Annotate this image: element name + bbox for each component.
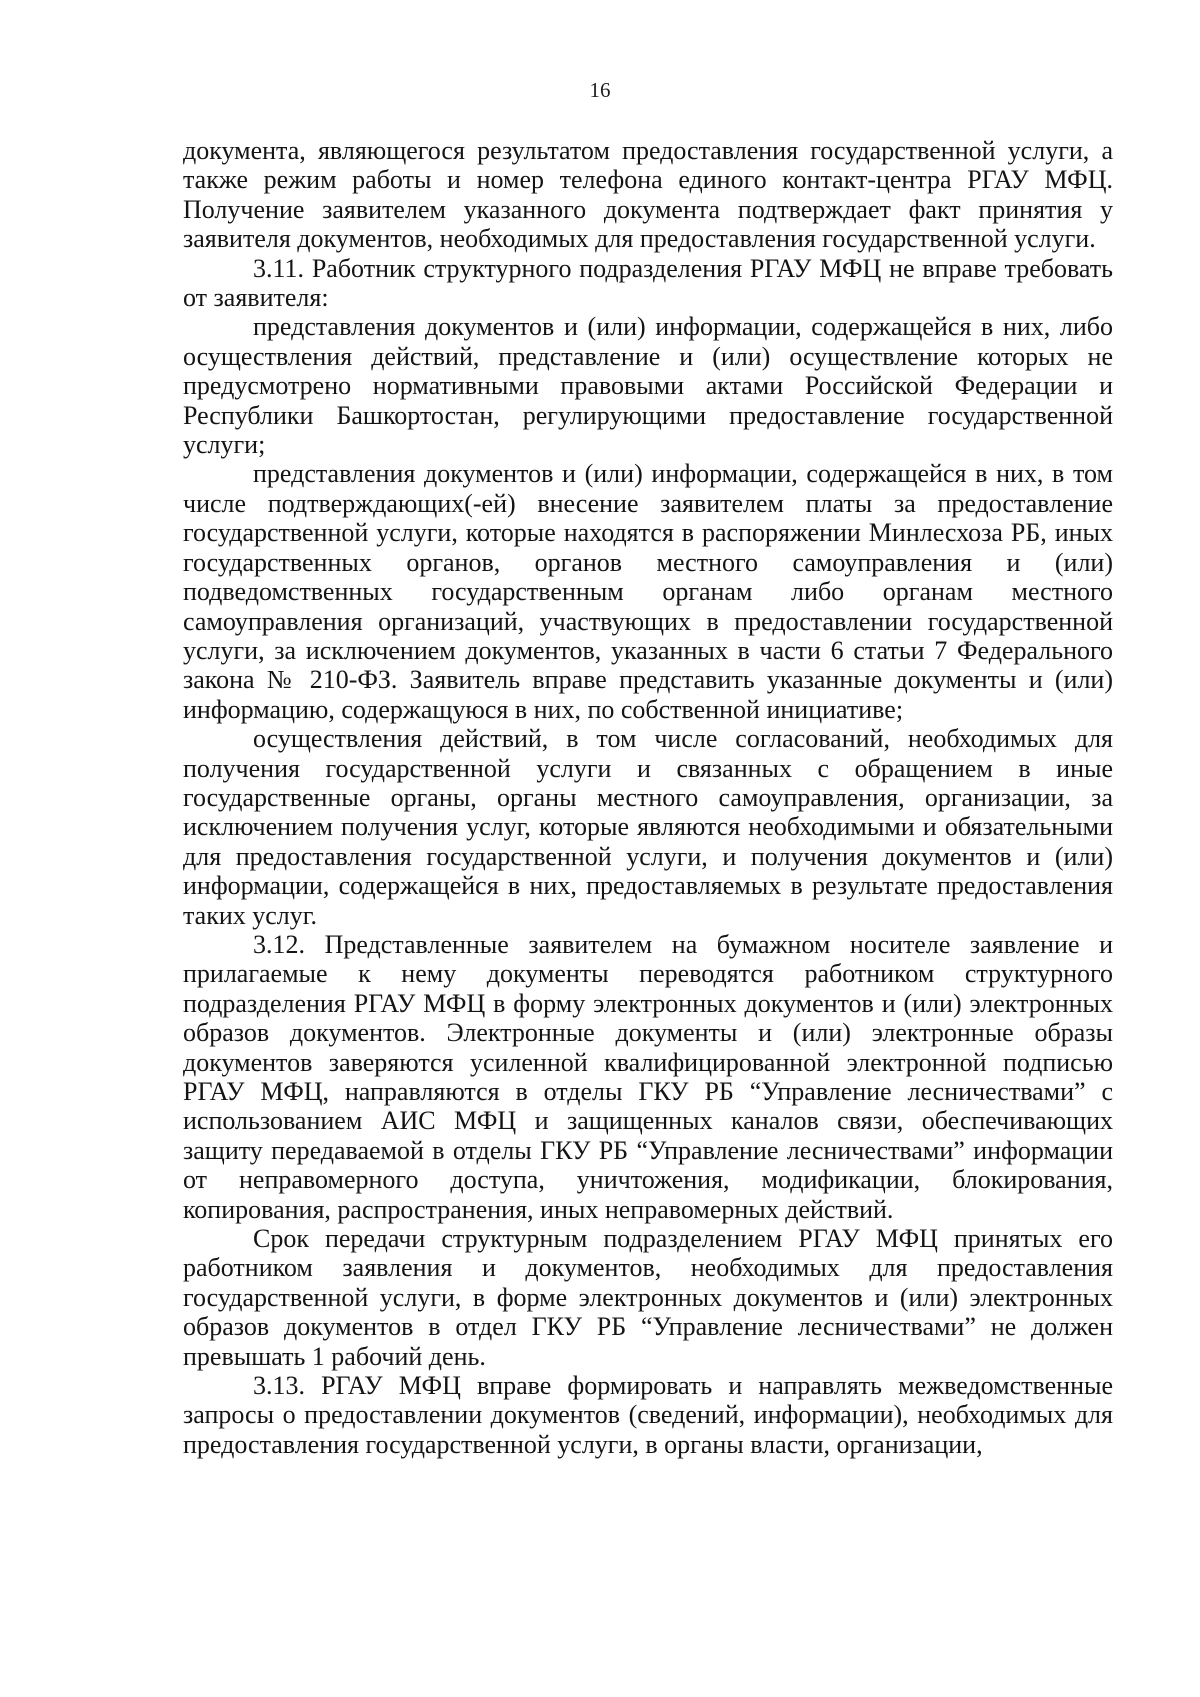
page-number: 16 bbox=[589, 78, 611, 102]
paragraph-item-actions: осуществления действий, в том числе согласований, необходимых для получения государственной услуги и связанных с обращением в иные государственные органы, органы местного самоуправления, организации, за исключением получения услуг, которые являются необходимыми и обязательными для предоставления государственной услуги, и получения документов и (или) информации, содержащейся в них, предоставляемых в результате предоставления таких услуг. bbox=[183, 724, 1113, 930]
paragraph-section-3-11: 3.11. Работник структурного подразделения РГАУ МФЦ не вправе требовать от заявителя: bbox=[183, 253, 1113, 313]
paragraph-item-documents-payment: представления документов и (или) информации, содержащейся в них, в том числе подтверждающих(-ей) внесение заявителем платы за предоставление государственной услуги, которые находятся в распоряжении Минлесхоза РБ, иных государственных органов, органов местного самоуправления и (или) подведомственных государственным органам либо органам местного самоуправления организаций, участвующих в предоставлении государственной услуги, за исключением документов, указанных в части 6 статьи 7 Федерального закона № 210-ФЗ. Заявитель вправе представить указанные документы и (или) информацию, содержащуюся в них, по собственной инициативе; bbox=[183, 459, 1113, 724]
document-body bbox=[183, 136, 1113, 1459]
paragraph-section-3-13: 3.13. РГАУ МФЦ вправе формировать и направлять межведомственные запросы о предоставлении документов (сведений, информации), необходимых для предоставления государственной услуги, в органы власти, организации, bbox=[183, 1371, 1113, 1459]
paragraph-continuation: документа, являющегося результатом предоставления государственной услуги, а также режим работы и номер телефона единого контакт-центра РГАУ МФЦ. Получение заявителем указанного документа подтверждает факт принятия у заявителя документов, необходимых для предоставления государственной услуги. bbox=[183, 136, 1113, 254]
paragraph-transfer-term: Срок передачи структурным подразделением РГАУ МФЦ принятых его работником заявления и документов, необходимых для предоставления государственной услуги, в форме электронных документов и (или) электронных образов документов в отдел ГКУ РБ “Управление лесничествами” не должен превышать 1 рабочий день. bbox=[183, 1224, 1113, 1371]
paragraph-item-documents: представления документов и (или) информации, содержащейся в них, либо осуществления действий, представление и (или) осуществление которых не предусмотрено нормативными правовыми актами Российской Федерации и Республики Башкортостан, регулирующими предоставление государственной услуги; bbox=[183, 312, 1113, 460]
paragraph-section-3-12: 3.12. Представленные заявителем на бумажном носителе заявление и прилагаемые к нему документы переводятся работником структурного подразделения РГАУ МФЦ в форму электронных документов и (или) электронных образов документов. Электронные документы и (или) электронные образы документов заверяются усиленной квалифицированной электронной подписью РГАУ МФЦ, направляются в отделы ГКУ РБ “Управление лесничествами” с использованием АИС МФЦ и защищенных каналов связи, обеспечивающих защиту передаваемой в отделы ГКУ РБ “Управление лесничествами” информации от неправомерного доступа, уничтожения, модификации, блокирования, копирования, распространения, иных неправомерных действий. bbox=[183, 929, 1113, 1224]
